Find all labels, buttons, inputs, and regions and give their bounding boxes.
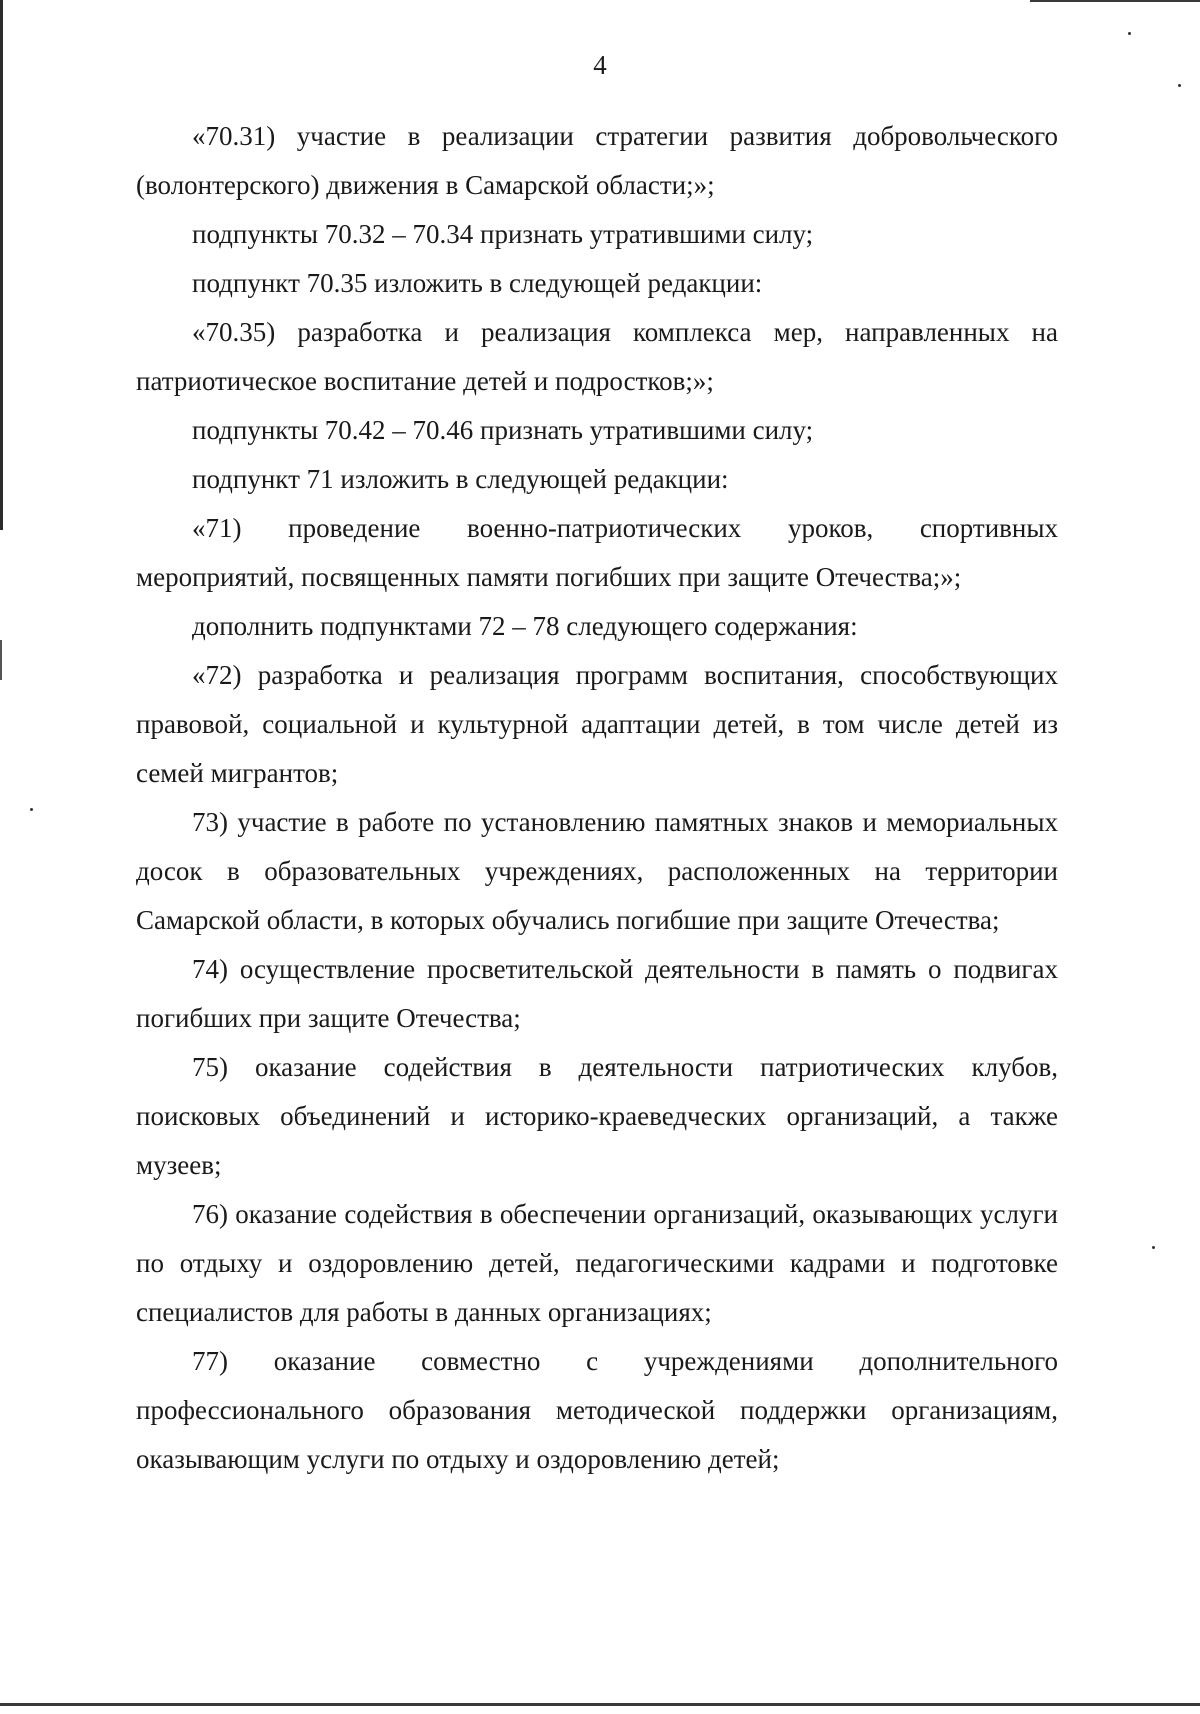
paragraph-71: «71) проведение военно-патриотических уроков, спортивных мероприятий, посвященных памяти погибших при защите Отечества;»;: [136, 513, 1058, 592]
paragraph-71-intro: подпункт 71 изложить в следующей редакции:: [192, 464, 729, 494]
paragraph-70-42-46-repeal: подпункты 70.42 – 70.46 признать утратившими силу;: [192, 415, 814, 445]
document-body: [136, 112, 1058, 1484]
paragraph-72: «72) разработка и реализация программ воспитания, способствующих правовой, социальной и культурной адаптации детей, в том числе детей из семей мигрантов;: [136, 660, 1058, 788]
scan-speck: [30, 808, 33, 811]
paragraph-77: 77) оказание совместно с учреждениями дополнительного профессионального образования методической поддержки организациям, оказывающим услуги по отдыху и оздоровлению детей;: [136, 1346, 1058, 1474]
scan-speck: [1178, 84, 1181, 87]
paragraph-74: 74) осуществление просветительской деятельности в память о подвигах погибших при защите Отечества;: [136, 954, 1058, 1033]
paragraph-75: 75) оказание содействия в деятельности патриотических клубов, поисковых объединений и историко-краеведческих организаций, а также музеев;: [136, 1052, 1058, 1180]
paragraph-70-35: «70.35) разработка и реализация комплекса мер, направленных на патриотическое воспитание детей и подростков;»;: [136, 317, 1058, 396]
scan-edge-top: [1030, 0, 1200, 2]
paragraph-73: 73) участие в работе по установлению памятных знаков и мемориальных досок в образовательных учреждениях, расположенных на территории Самарской области, в которых обучались погибшие при защите Отечества;: [136, 807, 1058, 935]
scan-edge-left-mark: [0, 640, 2, 680]
page-number: 4: [593, 50, 607, 80]
paragraph-70-32-34-repeal: подпункты 70.32 – 70.34 признать утратившими силу;: [192, 219, 814, 249]
paragraph-76: 76) оказание содействия в обеспечении организаций, оказывающих услуги по отдыху и оздоровлению детей, педагогическими кадрами и подготовке специалистов для работы в данных организациях;: [136, 1199, 1058, 1327]
paragraph-70-31: «70.31) участие в реализации стратегии развития добровольческого (волонтерского) движения в Самарской области;»;: [136, 121, 1058, 200]
scan-speck: [1128, 32, 1131, 35]
scan-speck: [1152, 1246, 1155, 1249]
paragraph-72-78-intro: дополнить подпунктами 72 – 78 следующего содержания:: [192, 611, 858, 641]
scan-edge-bottom: [0, 1703, 1200, 1706]
paragraph-70-35-intro: подпункт 70.35 изложить в следующей редакции:: [192, 268, 763, 298]
